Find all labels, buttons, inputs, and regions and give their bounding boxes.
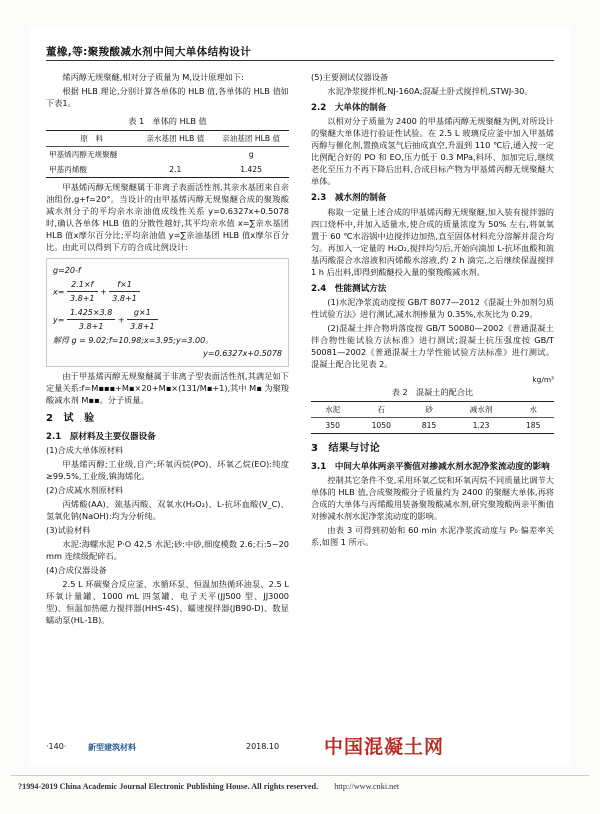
footer-divider — [10, 775, 590, 776]
table-cell — [137, 146, 213, 162]
fraction-numerator: f×1 — [109, 278, 140, 293]
two-column-body — [46, 72, 554, 722]
table-row — [46, 162, 289, 178]
paragraph: 由于甲基烯丙醇无规聚醚属于非离子型表面活性剂,其满足如下定量关系:f=M▪▪▪+M▪×20+M▪×(131/M▪+1),其中 M▪ 为聚羧酸减水剂 M▪▪。分子质量。 — [46, 371, 289, 406]
paragraph: 甲基烯丙醇无规聚醚属于非离子表面活性剂,其亲水基团来自亲油组份,g+f=20°。当设计的由甲基烯丙醇无规聚醚合成的聚羧酸减水剂分子的平均亲水亲油值成线性关系 y=0.6327x+0.5078 时,确认各单体 HLB 值的分散性越好,其平均亲水值 x=∑亲水基团 HLB 值x摩尔百分比;平均亲油值 y=∑亲油基团 HLB 值x摩尔百分比。由此可以得到下方的合成比例设计: — [46, 182, 289, 252]
table-1 — [46, 130, 289, 178]
paragraph: 甲基烯丙醇;工业级,自产;环氧丙烷(PO)、环氧乙烷(EO):纯度≥99.5%,工业级,镇海烯化。 — [46, 459, 289, 482]
running-head-rule — [46, 60, 554, 61]
formula-line: g=20-f — [53, 265, 81, 275]
fraction-denominator: 3.8+1 — [69, 294, 95, 304]
table-header-cell: 减水剂 — [450, 401, 513, 417]
table-cell: 2.1 — [137, 162, 213, 178]
subsection-heading-2-3: 2.3 减水剂的制备 — [311, 193, 387, 204]
table-cell: 350 — [311, 417, 354, 433]
table-row — [311, 417, 554, 433]
paragraph: 2.5 L 环碳聚合反应釜、水循环泵、恒温加热循环油泵、2.5 L 环氧计量罐、1000 mL 四氢罐、电子天平(JJ500 型、JJ3000 型)、恒温加热磁力搅拌器(HHS-4S)、蠕速搅拌器(JB90-D)、数显蠕动泵(HL-1B)。 — [46, 578, 289, 625]
fraction-numerator: 1.425×3.8 — [67, 306, 115, 321]
plus-sign: + — [100, 287, 107, 297]
table-cell: 甲基烯丙醇无规聚醚 — [46, 146, 137, 162]
paragraph: 根据 HLB 理论,分别计算各单体的 HLB 值,各单体的 HLB 值如下表1。 — [46, 85, 289, 108]
table-row — [46, 146, 289, 162]
left-column — [46, 72, 289, 629]
fraction-denominator: 3.8+1 — [130, 322, 155, 332]
formula-line — [53, 306, 282, 334]
table-header-cell: 砂 — [408, 401, 450, 417]
formula-lhs: y= — [53, 315, 65, 325]
formula-lhs: x= — [53, 287, 65, 297]
issue-date: 2018.10 — [246, 742, 280, 751]
paragraph: (3)试验材料 — [46, 524, 91, 535]
fraction — [127, 306, 158, 334]
paragraph: 控制其它条件不变,采用环氧乙烷和环氧丙烷不同质量比调节大单体的 HLB 值,合成聚羧酸分子质量约为 2400 的聚醚大单体,再将合成的大单体与丙烯酸用装备聚羧酸减水剂,研究聚羧酸两亲平衡值对掺减水剂水泥净浆流动度的影响。 — [311, 475, 554, 521]
fraction-denominator: 3.8+1 — [112, 294, 137, 304]
subsection-heading-3-1: 3.1 中间大单体两亲平衡值对掺减水剂水泥净浆流动度的影响 — [311, 461, 550, 472]
cnki-copyright-text: ?1994-2019 China Academic Journal Electronic Publishing House. All rights reserved. — [18, 782, 319, 791]
table-2-caption: 表 2 混凝土的配合比 — [391, 386, 474, 397]
paragraph: 称取一定量上述合成的甲基烯丙醇无规聚醚,加入装有搅拌器的四口烧杯中,并加入适量水,使合成的质量浓度为 50% 左右,将氧氧置于 60 ℃水浴锅中边搅拌边加热,直至固体材料充分溶解并混合均匀。再加入一定量的 H₂O₂,搅拌均匀后,开始向滴加 L-抗坏血酸和巯基丙酸混合水溶液和丙烯酸水溶液,约 2 h 滴完,之后继续保温搅拌 1 h 后出料,即得到酸醚投入量的聚羧酸减水剂。 — [311, 206, 554, 277]
paragraph: (5)主要测试仪器设备 — [311, 72, 389, 82]
subsection-heading-2-2: 2.2 大单体的制备 — [311, 102, 387, 113]
paragraph: 由表 3 可得到初始和 60 min 水泥净浆流动度与 P₀ 偏差率关系,如图 1 所示。 — [311, 524, 554, 547]
fraction — [67, 278, 98, 306]
table-cell: 甲基丙烯酸 — [46, 162, 137, 178]
formula-block — [46, 258, 289, 367]
paragraph: 水泥净浆搅拌机,NJ-160A;混凝土卧式搅拌机,STWJ-30。 — [327, 85, 533, 96]
paragraph: 以相对分子质量为 2400 的甲基烯丙醇无规聚醚为例,对所设计的聚醚大单体进行验证性试验。在 2.5 L 玻璃反应釜中加入甲基烯丙醇与催化剂,置换成氢气后抽成真空,升温到 110 ℃后,通入按一定比例配合好的 PO 和 EO,压力低于 0.3 MPa,料环、加加完后,继续老化至压力不再下降后出料,合成目标产物为甲基烯丙醇无规聚醚大单体。 — [311, 116, 554, 187]
formula-line — [53, 278, 282, 306]
cnki-copyright — [18, 782, 584, 791]
paragraph: (1)水泥净浆流动度按 GB/T 8077—2012《混凝土外加剂匀质性试验方法》进行测试,减水剂掺量为 0.35%,水灰比为 0.29。 — [311, 297, 554, 320]
fraction-denominator: 3.8+1 — [78, 322, 104, 332]
right-column — [311, 72, 554, 551]
running-head: 董橡,等:聚羧酸减水剂中间大单体结构设计 — [46, 46, 252, 58]
table-cell: 185 — [512, 417, 554, 433]
paragraph: (2)合成减水剂原材料 — [46, 485, 124, 496]
formula-line: 解得 g = 9.02;f=10.98;x=3.95;y=3.00。 — [53, 335, 214, 345]
paragraph: (1)合成大单体原材料 — [46, 445, 124, 456]
table-header-cell: 石 — [354, 401, 408, 417]
table-cell: 815 — [408, 417, 450, 433]
paragraph: 烯丙醇无规聚醚,相对分子质量为 M,设计原理如下: — [62, 72, 244, 82]
fraction — [67, 306, 115, 334]
paragraph: (4)合成仪器设备 — [46, 564, 107, 575]
formula-line: y=0.6327x+0.5078 — [203, 349, 282, 359]
page-number: ·140· — [46, 742, 67, 751]
table-2 — [311, 401, 554, 434]
table-2-unit: kg/m³ — [532, 375, 554, 385]
fraction — [109, 278, 140, 306]
cnki-url[interactable]: http://www.cnki.net — [334, 782, 400, 791]
table-cell: 1050 — [354, 417, 408, 433]
table-header-cell: 亲油基团 HLB 值 — [213, 130, 289, 146]
subsection-heading-2-4: 2.4 性能测试方法 — [311, 283, 387, 294]
paragraph: 丙烯酸(AA)、巯基丙酸、双氧水(H₂O₂)、L-抗坏血酸(V_C)、氢氧化钠(NaOH):均为分析纯。 — [46, 499, 289, 521]
plus-sign: + — [117, 315, 125, 325]
paragraph: 水泥:海螺水泥 P·O 42.5 水泥;砂:中砂,细度模数 2.6;石:5~20 mm 连续级配碎石。 — [46, 538, 289, 561]
fraction-numerator: g×1 — [127, 306, 158, 321]
table-header-cell: 水泥 — [311, 401, 354, 417]
table-1-caption: 表 1 单体的 HLB 值 — [128, 115, 207, 126]
section-heading-2: 2 试 验 — [46, 412, 95, 424]
subsection-heading-2-1: 2.1 原材料及主要仪器设备 — [46, 431, 156, 442]
paragraph: (2)混凝土拌合物坍落度按 GB/T 50080—2002《普通混凝土拌合物性能试验方法标准》进行测试;混凝土抗压强度按 GB/T 50081—2002《普通混凝土力学性能试验方法标准》进行测试。混凝土配合比见表 2。 — [311, 323, 554, 370]
table-cell: 1.23 — [450, 417, 513, 433]
section-heading-3: 3 结果与讨论 — [311, 442, 381, 454]
watermark-text: 中国混凝土网 — [324, 736, 445, 758]
table-header-cell: 水 — [512, 401, 554, 417]
journal-name: 新型建筑材料 — [88, 743, 136, 752]
table-header-cell: 亲水基团 HLB 值 — [137, 130, 213, 146]
table-header-cell: 原 料 — [46, 130, 137, 146]
table-cell: g — [213, 146, 289, 162]
table-cell: 1.425 — [213, 162, 289, 178]
fraction-numerator: 2.1×f — [67, 278, 98, 293]
